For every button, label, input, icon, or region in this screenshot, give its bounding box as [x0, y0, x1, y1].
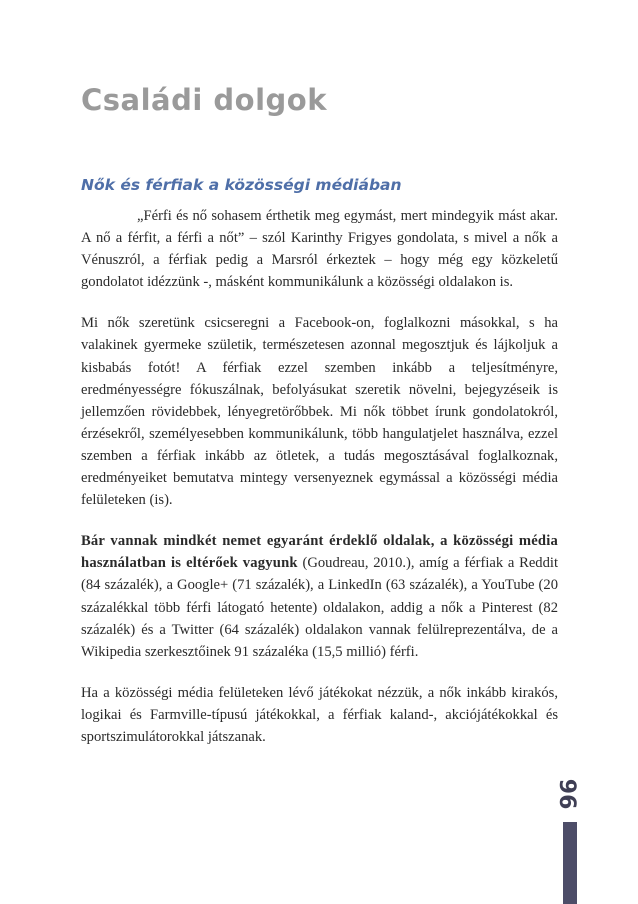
page-number-text: 96: [557, 778, 582, 810]
paragraph-3-bold-lead: Bár vannak mindkét nemet egyaránt érdeklő oldalak, a közösségi média használatban is eltérőek vagyunk: [81, 533, 558, 572]
paragraph-2: Mi nők szeretünk csicseregni a Facebook-on, foglalkozni másokkal, s ha valakinek gyermeke születik, természetesen azonnal megosztjuk és lájkoljuk a kisbabás fotót! A férfiak ezzel szemben inkább a teljesítményre, eredményességre fókuszálnak, befolyásukat szeretik növelni, bejegyzéseik is jellemzően rövidebbek, lényegretörőbbek. Mi nők többet írunk gondolatokról, érzésekről, személyesebben kommunikálunk, több hangulatjelet használva, ezzel szemben a férfiak inkább az ötletek, a tudás megosztásával foglalkoznak, eredményeiket bemutatva mintegy versenyeznek egymással a közösségi média felületeken (is).: [81, 315, 558, 509]
paragraph-1: „Férfi és nő sohasem érthetik meg egymást, mert mindegyik mást akar. A nő a férfit, a férfi a nőt” – szól Karinthy Frigyes gondolata, s mivel a nők a Vénuszról, a férfiak pedig a Marsról érkeztek – hogy még egy közkeletű gondolatot idézzünk -, másként kommunikálunk a közösségi oldalakon is.: [81, 208, 558, 291]
chapter-title: Családi dolgok: [81, 83, 328, 117]
paragraph-3-text: (Goudreau, 2010.), amíg a férfiak a Reddit (84 százalék), a Google+ (71 százalék), a LinkedIn (63 százalék), a YouTube (20 százalékkal több férfi látogató hetente) oldalakon, addig a nők a Pinterest (82 százalék) és a Twitter (64 százalék) oldalakon vannak felülreprezentálva, de a Wikipedia szerkesztőinek 91 százaléka (15,5 millió) férfi.: [81, 555, 559, 660]
page-number-bar: [563, 822, 577, 904]
paragraph-3: [81, 530, 558, 663]
paragraph-4: Ha a közösségi média felületeken lévő játékokat nézzük, a nők inkább kirakós, logikai és Farmville-típusú játékokkal, a férfiak kaland-, akciójátékokkal és sportszimulátorokkal játszanak.: [81, 684, 558, 745]
article-body: [81, 205, 558, 767]
section-title: Nők és férfiak a közösségi médiában: [81, 176, 402, 194]
page-number: [558, 768, 582, 820]
